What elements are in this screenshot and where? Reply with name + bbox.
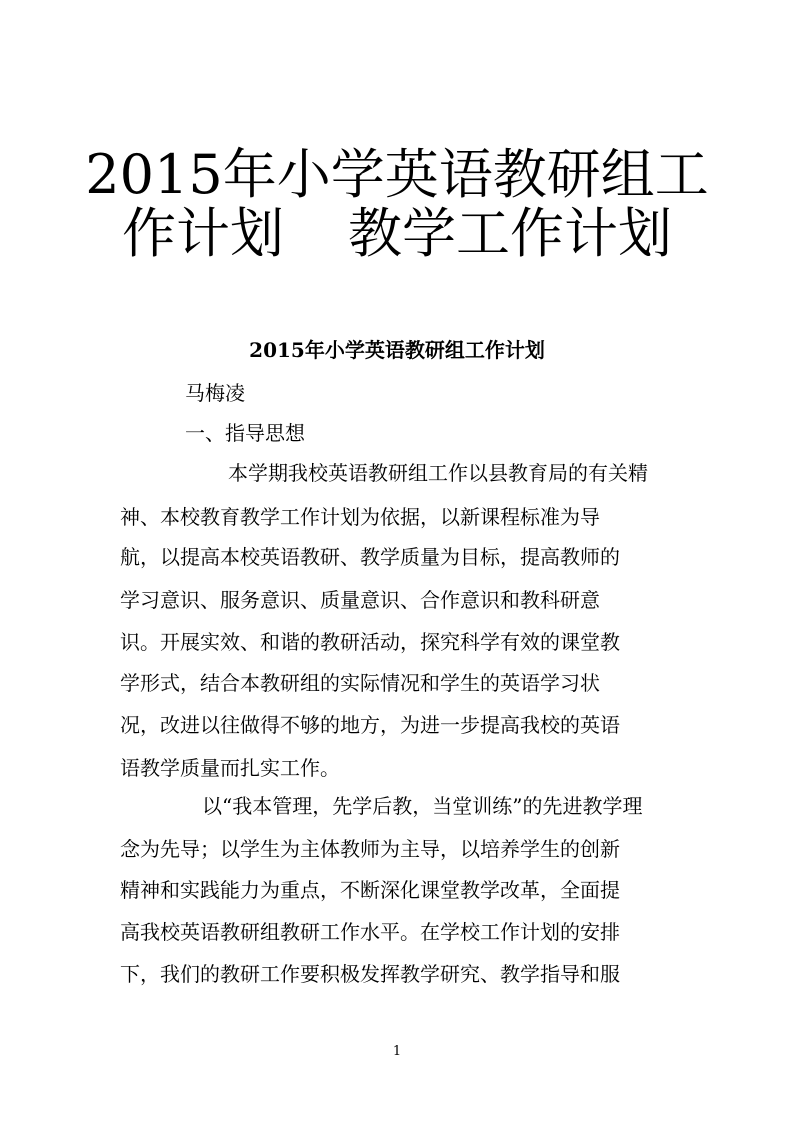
subtitle: 2015年小学英语教研组工作计划 — [249, 338, 545, 362]
paragraph-line: 语教学质量而扎实工作。 — [120, 756, 340, 780]
paragraph-line: 念为先导；以学生为主体教师为主导，以培养学生的创新 — [120, 837, 620, 861]
main-title-line-1: 2015年小学英语教研组工 — [85, 143, 709, 206]
paragraph-line: 本学期我校英语教研组工作以县教育局的有关精 — [228, 461, 648, 485]
paragraph-line: 精神和实践能力为重点，不断深化课堂教学改革，全面提 — [120, 878, 620, 902]
paragraph-line: 神、本校教育教学工作计划为依据，以新课程标准为导 — [120, 505, 600, 529]
main-title-part-1: 作计划 — [122, 202, 284, 265]
paragraph-line: 高我校英语教研组教研工作水平。在学校工作计划的安排 — [120, 920, 620, 944]
paragraph-line: 下，我们的教研工作要积极发挥教学研究、教学指导和服 — [120, 962, 620, 986]
section-heading: 一、指导思想 — [185, 421, 305, 445]
paragraph-line: 识。开展实效、和谐的教研活动，探究科学有效的课堂教 — [120, 630, 620, 654]
main-title-line-2 — [0, 202, 794, 265]
paragraph-line: 况，改进以往做得不够的地方，为进一步提高我校的英语 — [120, 713, 620, 737]
page-number: 1 — [392, 1044, 402, 1059]
author: 马梅凌 — [185, 381, 245, 405]
paragraph-line: 学习意识、服务意识、质量意识、合作意识和教科研意 — [120, 588, 600, 612]
paragraph-line: 航，以提高本校英语教研、教学质量为目标，提高教师的 — [120, 545, 620, 569]
paragraph-line: 学形式，结合本教研组的实际情况和学生的英语学习状 — [120, 671, 600, 695]
main-title-part-2: 教学工作计划 — [348, 202, 672, 265]
paragraph-line: 以“我本管理，先学后教，当堂训练”的先进教学理 — [202, 794, 643, 818]
